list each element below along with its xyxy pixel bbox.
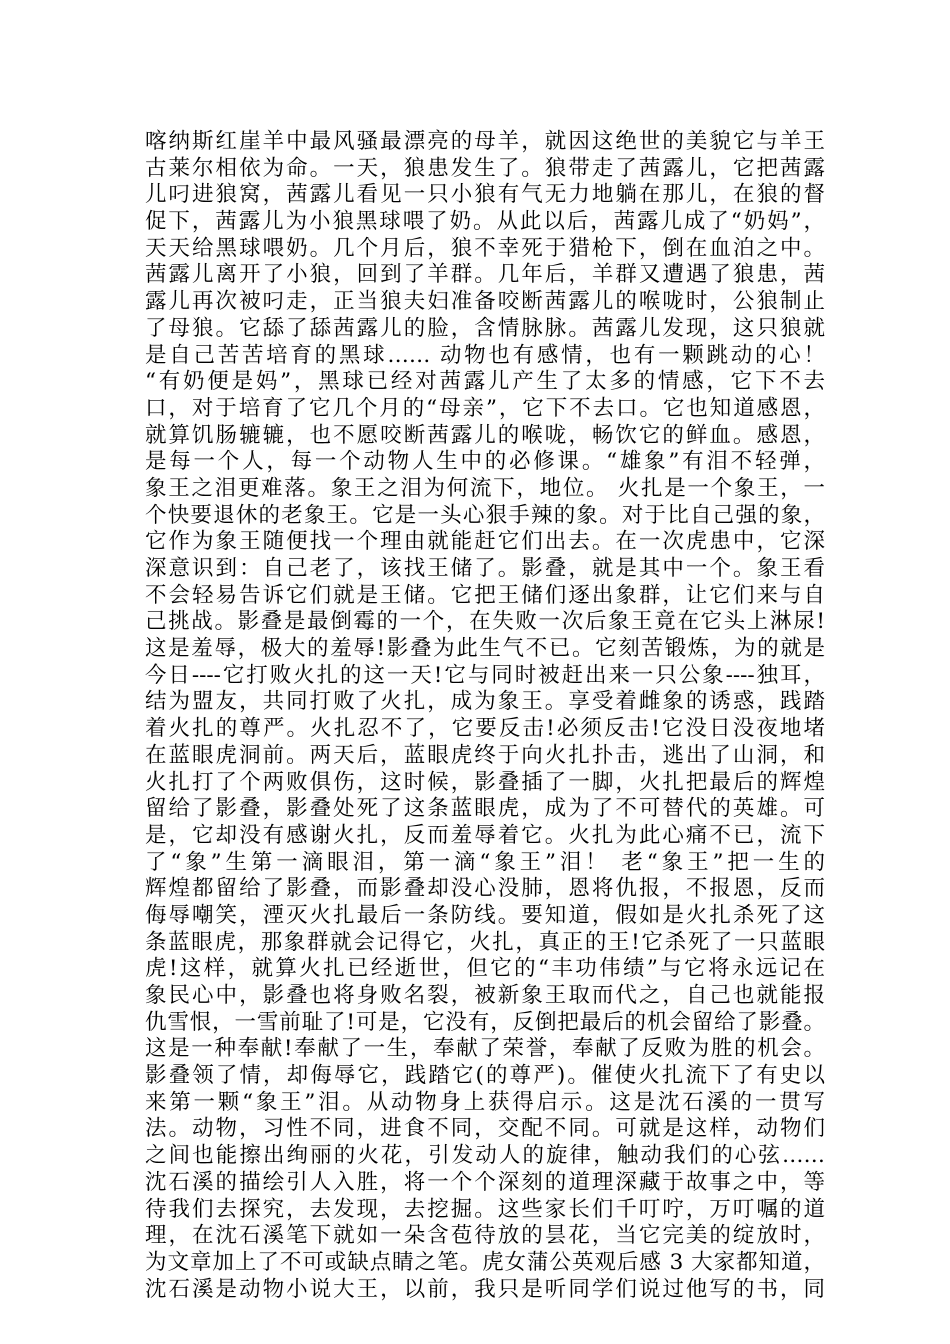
text-line: 露儿再次被叼走，正当狼夫妇准备咬断茜露儿的喉咙时，公狼制止 [145, 289, 825, 315]
text-line: 不会轻易告诉它们就是王储。它把王储们逐出象群，让它们来与自 [145, 582, 825, 608]
text-line: 是，它却没有感谢火扎，反而羞辱着它。火扎为此心痛不已，流下 [145, 822, 825, 848]
text-line: 促下，茜露儿为小狼黑球喂了奶。从此以后，茜露儿成了“奶妈”， [145, 209, 825, 235]
text-line: 之间也能擦出绚丽的火花，引发动人的旋律，触动我们的心弦…… [145, 1143, 825, 1169]
text-line: 理，在沈石溪笔下就如一朵含苞待放的昙花，当它完美的绽放时， [145, 1223, 825, 1249]
text-line: 口，对于培育了它几个月的“母亲”，它下不去口。它也知道感恩， [145, 395, 825, 421]
text-line: 待我们去探究，去发现，去挖掘。这些家长们千叮咛，万叮嘱的道 [145, 1196, 825, 1222]
text-line: 它作为象王随便找一个理由就能赶它们出去。在一次虎患中，它深 [145, 529, 825, 555]
text-line: 着火扎的尊严。火扎忍不了，它要反击!必须反击!它没日没夜地堵 [145, 716, 825, 742]
text-line: 儿叼进狼窝，茜露儿看见一只小狼有气无力地躺在那儿，在狼的督 [145, 182, 825, 208]
text-line: 己挑战。影叠是最倒霉的一个，在失败一次后象王竟在它头上淋尿! [145, 609, 825, 635]
text-line: 是自己苦苦培育的黑球…… 动物也有感情，也有一颗跳动的心！ [145, 342, 825, 368]
text-line: 沈石溪是动物小说大王，以前，我只是听同学们说过他写的书，同 [145, 1276, 825, 1302]
text-line: 喀纳斯红崖羊中最风骚最漂亮的母羊，就因这绝世的美貌它与羊王 [145, 129, 825, 154]
text-line: 条蓝眼虎，那象群就会记得它，火扎，真正的王!它杀死了一只蓝眼 [145, 929, 825, 955]
text-line: 古莱尔相依为命。一天，狼患发生了。狼带走了茜露儿，它把茜露 [145, 155, 825, 181]
text-line: 辉煌都留给了影叠，而影叠却没心没肺，恩将仇报，不报恩，反而 [145, 876, 825, 902]
text-line: 在蓝眼虎洞前。两天后，蓝眼虎终于向火扎扑击，逃出了山洞，和 [145, 742, 825, 768]
text-line: 留给了影叠，影叠处死了这条蓝眼虎，成为了不可替代的英雄。可 [145, 796, 825, 822]
text-line: 象王之泪更难落。象王之泪为何流下，地位。 火扎是一个象王，一 [145, 475, 825, 501]
body-text [145, 129, 825, 1303]
text-line: “有奶便是妈”，黑球已经对茜露儿产生了太多的情感，它下不去 [145, 369, 825, 395]
text-line: 个快要退休的老象王。它是一头心狠手辣的象。对于比自己强的象， [145, 502, 825, 528]
text-line: 侮辱嘲笑，湮灭火扎最后一条防线。要知道，假如是火扎杀死了这 [145, 902, 825, 928]
text-line: 为文章加上了不可或缺点睛之笔。虎女蒲公英观后感 3 大家都知道， [145, 1249, 825, 1275]
text-line: 仇雪恨，一雪前耻了!可是，它没有，反倒把最后的机会留给了影叠。 [145, 1009, 825, 1035]
text-line: 深意识到：自己老了，该找王储了。影叠，就是其中一个。象王看 [145, 556, 825, 581]
text-line: 影叠领了情，却侮辱它，践踏它(的尊严)。催使火扎流下了有史以 [145, 1063, 825, 1089]
text-line: 象民心中，影叠也将身败名裂，被新象王取而代之，自己也就能报 [145, 983, 825, 1008]
text-line: 天天给黑球喂奶。几个月后，狼不幸死于猎枪下，倒在血泊之中。 [145, 235, 825, 261]
text-line: 就算饥肠辘辘，也不愿咬断茜露儿的喉咙，畅饮它的鲜血。感恩， [145, 422, 825, 448]
text-line: 了“象”生第一滴眼泪，第一滴“象王”泪！ 老“象王”把一生的 [145, 849, 825, 875]
text-line: 来第一颗“象王”泪。从动物身上获得启示。这是沈石溪的一贯写 [145, 1089, 825, 1115]
text-line: 了母狼。它舔了舔茜露儿的脸，含情脉脉。茜露儿发现，这只狼就 [145, 315, 825, 341]
text-line: 今日----它打败火扎的这一天!它与同时被赶出来一只公象----独耳， [145, 662, 825, 688]
text-line: 茜露儿离开了小狼，回到了羊群。几年后，羊群又遭遇了狼患，茜 [145, 262, 825, 288]
text-line: 沈石溪的描绘引人入胜，将一个个深刻的道理深藏于故事之中，等 [145, 1169, 825, 1195]
text-line: 这是羞辱，极大的羞辱!影叠为此生气不已。它刻苦锻炼，为的就是 [145, 636, 825, 662]
text-line: 这是一种奉献!奉献了一生，奉献了荣誉，奉献了反败为胜的机会。 [145, 1036, 825, 1062]
text-line: 虎!这样，就算火扎已经逝世，但它的“丰功伟绩”与它将永远记在 [145, 956, 825, 982]
text-line: 结为盟友，共同打败了火扎，成为象王。享受着雌象的诱惑，践踏 [145, 689, 825, 715]
text-line: 是每一个人，每一个动物人生中的必修课。“雄象”有泪不轻弹， [145, 449, 825, 475]
text-line: 法。动物，习性不同，进食不同，交配不同。可就是这样，动物们 [145, 1116, 825, 1142]
text-line: 火扎打了个两败俱伤，这时候，影叠插了一脚，火扎把最后的辉煌 [145, 769, 825, 795]
